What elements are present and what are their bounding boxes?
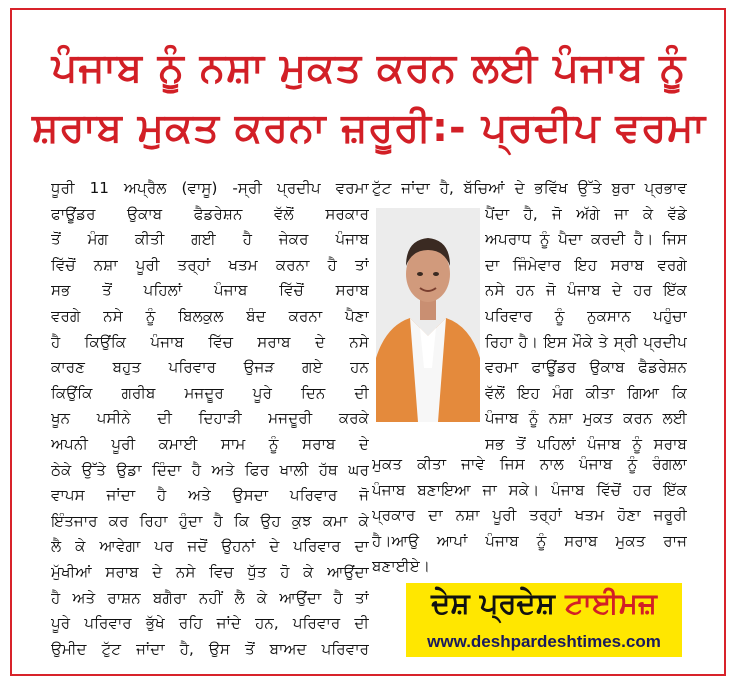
text-line: ਵਰਮਾ ਫਾਊਂਡਰ ਉਕਾਬ ਫੈਡਰੇਸ਼ਨ [485, 358, 687, 377]
publication-url: www.deshpardeshtimes.com [427, 632, 661, 651]
text-line: ਠੇਕੇ ਉੱਤੇ ਉਡਾ ਦਿੰਦਾ ਹੈ ਅਤੇ ਫਿਰ ਖਾਲੀ ਹੱਥ ਘਰ [51, 460, 369, 479]
text-line: ਪ੍ਰਕਾਰ ਦਾ ਨਸ਼ਾ ਪੂਰੀ ਤਰ੍ਹਾਂ ਖਤਮ ਹੋਣਾ ਜਰੂਰੀ [372, 506, 687, 525]
portrait-illustration [376, 208, 480, 422]
text-line: ਹੈ ਅਤੇ ਰਾਸ਼ਨ ਬਗੈਰਾ ਨਹੀਂ ਲੈ ਕੇ ਆਉਂਦਾ ਹੈ ਤਾਂ [51, 588, 369, 607]
text-line: ਅਪਨੀ ਪੂਰੀ ਕਮਾਈ ਸਾਮ ਨੂੰ ਸਰਾਬ ਦੇ [51, 434, 369, 453]
text-line: ਵਰਗੇ ਨਸੇ ਨੂੰ ਬਿਲਕੁਲ ਬੰਦ ਕਰਨਾ ਪੈਣਾ [51, 306, 369, 325]
text-line: ਮੁਕਤ ਕੀਤਾ ਜਾਵੇ ਜਿਸ ਨਾਲ ਪੰਜਾਬ ਨੂੰ ਰੰਗਲਾ [372, 455, 687, 473]
publication-brand-box [406, 583, 682, 657]
text-line: ਪੂਰੇ ਪਰਿਵਾਰ ਭੁੱਖੇ ਰਹਿ ਜਾਂਦੇ ਹਨ, ਪਰਿਵਾਰ ਦੀ [51, 614, 369, 633]
right-column-bottom [372, 452, 687, 580]
text-line: ਅਪਰਾਧ ਨੂੰ ਪੈਦਾ ਕਰਦੀ ਹੈ। ਜਿਸ [485, 230, 687, 249]
publication-name-part1: ਦੇਸ਼ ਪ੍ਰਦੇਸ਼ [431, 586, 555, 620]
text-line: ਪੰਜਾਬ ਬਣਾਇਆ ਜਾ ਸਕੇ। ਪੰਜਾਬ ਵਿੱਚੋਂ ਹਰ ਇੱਕ [372, 480, 687, 499]
text-line: ਦਾ ਜਿੰਮੇਵਾਰ ਇਹ ਸਰਾਬ ਵਰਗੇ [485, 255, 687, 274]
text-line: ਕਿਉਂਕਿ ਗਰੀਬ ਮਜਦੂਰ ਪੂਰੇ ਦਿਨ ਦੀ [51, 383, 369, 402]
text-line: ਖੂਨ ਪਸੀਨੇ ਦੀ ਦਿਹਾੜੀ ਮਜਦੂਰੀ ਕਰਕੇ [51, 409, 369, 428]
text-line: ਵਾਪਸ ਜਾਂਦਾ ਹੈ ਅਤੇ ਉਸਦਾ ਪਰਿਵਾਰ ਜੋ [51, 486, 369, 505]
text-line: ਰਿਹਾ ਹੈ। ਇਸ ਮੌਕੇ ਤੇ ਸ੍ਰੀ ਪ੍ਰਦੀਪ [485, 332, 687, 351]
text-line: ਫਾਊਂਡਰ ਉਕਾਬ ਫੈਡਰੇਸ਼ਨ ਵੱਲੋਂ ਸਰਕਾਰ [51, 204, 369, 223]
text-line: ਪੈਂਦਾ ਹੈ, ਜੋ ਅੱਗੇ ਜਾ ਕੇ ਵੱਡੇ [485, 204, 687, 223]
text-line: ਸਭ ਤੋਂ ਪਹਿਲਾਂ ਪੰਜਾਬ ਨੂੰ ਸਰਾਬ [485, 434, 687, 453]
text-line: ਉਮੀਦ ਟੁੱਟ ਜਾਂਦਾ ਹੈ, ਉਸ ਤੋਂ ਬਾਅਦ ਪਰਿਵਾਰ [51, 639, 369, 658]
headline-line-2: ਸ਼ਰਾਬ ਮੁਕਤ ਕਰਨਾ ਜ਼ਰੂਰੀ:- ਪ੍ਰਦੀਪ ਵਰਮਾ [31, 105, 707, 151]
text-line: ਮੁੱਖੀਆਂ ਸਰਾਬ ਦੇ ਨਸੇ ਵਿਚ ਧੁੱਤ ਹੋ ਕੇ ਆਉਂਦਾ [51, 562, 369, 581]
left-column [51, 176, 369, 662]
text-line: ਤੋਂ ਮੰਗ ਕੀਤੀ ਗਈ ਹੈ ਜੇਕਰ ਪੰਜਾਬ [51, 230, 369, 249]
text-line: ਨਸੇ ਹਨ ਜੋ ਪੰਜਾਬ ਦੇ ਹਰ ਇੱਕ [485, 281, 687, 300]
headline-line-1: ਪੰਜਾਬ ਨੂੰ ਨਸ਼ਾ ਮੁਕਤ ਕਰਨ ਲਈ ਪੰਜਾਬ ਨੂੰ [51, 45, 687, 91]
text-line: ਹੈ।ਆਉ ਆਪਾਂ ਪੰਜਾਬ ਨੂੰ ਸਰਾਬ ਮੁਕਤ ਰਾਜ [372, 531, 687, 550]
text-line: ਕਾਰਣ ਬਹੁਤ ਪਰਿਵਾਰ ਉਜੜ ਗਏ ਹਨ [51, 358, 369, 377]
portrait-photo [376, 208, 480, 422]
right-column-top [372, 176, 687, 202]
text-line: ਸਭ ਤੋਂ ਪਹਿਲਾਂ ਪੰਜਾਬ ਵਿੱਚੋਂ ਸਰਾਬ [51, 281, 369, 300]
text-line: ਵਿੱਚੋਂ ਨਸ਼ਾ ਪੂਰੀ ਤਰ੍ਹਾਂ ਖਤਮ ਕਰਨਾ ਹੈ ਤਾਂ [51, 255, 369, 274]
text-line: ਧੂਰੀ 11 ਅਪ੍ਰੈਲ (ਵਾਸੂ) -ਸ੍ਰੀ ਪ੍ਰਦੀਪ ਵਰਮਾ [51, 179, 369, 197]
publication-name [406, 586, 682, 620]
text-line: ਬਣਾਈਏ। [372, 557, 431, 576]
text-line: ਹੈ ਕਿਉਂਕਿ ਪੰਜਾਬ ਵਿੱਚ ਸਰਾਬ ਦੇ ਨਸੇ [51, 332, 369, 351]
right-column-beside-photo [485, 202, 687, 458]
publication-name-part2: ਟਾਈਮਜ਼ [565, 586, 657, 620]
text-line: ਟੁੱਟ ਜਾਂਦਾ ਹੈ, ਬੱਚਿਆਂ ਦੇ ਭਵਿੱਖ ਉੱਤੇ ਬੁਰਾ ਪ੍ਰਭਾਵ [372, 179, 687, 197]
text-line: ਇੰਤਜਾਰ ਕਰ ਰਿਹਾ ਹੁੰਦਾ ਹੈ ਕਿ ਉਹ ਕੁਝ ਕਮਾ ਕੇ [51, 511, 369, 530]
text-line: ਲੈ ਕੇ ਆਵੇਗਾ ਪਰ ਜਦੋਂ ਉਹਨਾਂ ਦੇ ਪਰਿਵਾਰ ਦਾ [51, 537, 369, 556]
text-line: ਪੰਜਾਬ ਨੂੰ ਨਸ਼ਾ ਮੁਕਤ ਕਰਨ ਲਈ [485, 409, 687, 428]
text-line: ਪਰਿਵਾਰ ਨੂੰ ਨੁਕਸਾਨ ਪਹੁੰਚਾ [485, 306, 687, 325]
text-line: ਵੱਲੋਂ ਇਹ ਮੰਗ ਕੀਤਾ ਗਿਆ ਕਿ [485, 383, 687, 402]
